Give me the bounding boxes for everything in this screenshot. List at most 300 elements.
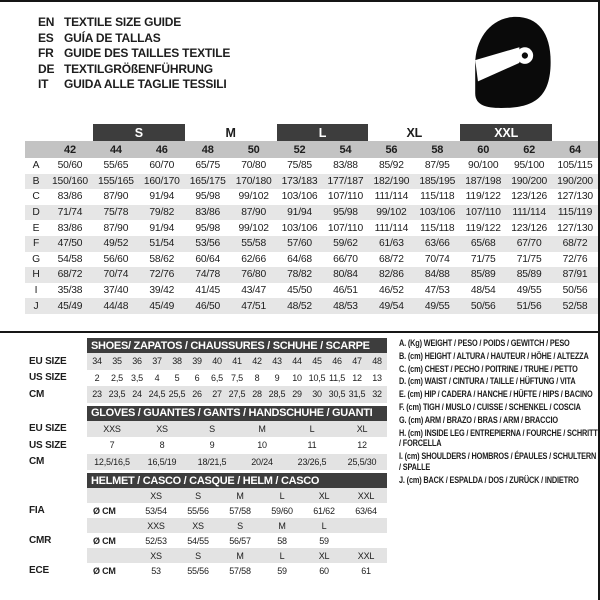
helmet-value: 53/54 [145,505,167,516]
size-group-row [25,124,598,141]
size-number-row [25,141,598,158]
size-value: 46/50 [195,300,221,312]
size-value: 87/90 [103,191,129,203]
language-code: DE [38,61,55,76]
legend-items [399,338,599,486]
size-value: 41/45 [195,285,221,297]
size-row-g [25,252,598,268]
size-value: 47/51 [241,300,266,312]
size-value: 68/72 [378,253,404,265]
row-label [25,488,87,503]
row-letter: B [32,175,40,187]
size-value: 83/88 [333,160,358,172]
row-letter: I [34,285,38,297]
size-value: 71/75 [516,253,542,265]
cell: 39 [192,356,202,367]
size-value: 115/118 [420,191,455,203]
size-value: 48/54 [470,285,496,297]
row-us-size [25,370,389,387]
size-value: 39/42 [149,285,175,297]
size-value: 182/190 [373,175,410,187]
bottom-tables [25,338,389,581]
size-value: 60/70 [149,160,175,172]
cell: XS [156,423,168,434]
cell: 26 [192,389,202,400]
size-number: 56 [385,143,398,156]
row-eu-size [25,353,389,370]
size-value: 70/74 [103,269,129,281]
helmet-size-label: XS [150,490,162,501]
row-us-size [25,437,389,454]
section-divider [0,331,598,333]
size-number: 48 [201,143,214,156]
cell: 9 [274,372,280,383]
size-value: 47/50 [57,238,83,250]
cell: 5 [174,372,180,383]
cell: 28 [252,389,262,400]
size-value: 91/94 [149,191,175,203]
helmet-value: 52/53 [145,535,167,546]
size-row-d [25,205,598,221]
size-value: 82/86 [378,269,404,281]
size-value: 119/122 [465,222,501,234]
helmet-size-label: L [279,550,285,561]
language-row-de [38,62,230,78]
size-value: 107/110 [327,222,363,234]
cell: 41 [232,356,242,367]
gloves-table-title: GLOVES / GUANTES / GANTS / HANDSCHUHE / GUANTI [87,406,387,421]
size-value: 165/175 [189,175,226,187]
cell: 35 [112,356,122,367]
row-label: EU SIZE [29,423,67,435]
size-value: 72/76 [562,253,588,265]
helmet-value: 53 [151,565,161,576]
row-label: CM [29,388,45,400]
shoes-table-title: SHOES/ ZAPATOS / CHAUSSURES / SCHUHE / SCARPE [87,338,387,353]
textile-size-table [25,124,598,314]
size-value: 47/53 [424,285,450,297]
size-value: 50/56 [562,285,588,297]
size-number: 60 [477,143,490,156]
legend-item-b: B. (cm) HEIGHT / ALTURA / HAUTEUR / HÖHE / ALTEZZA [399,350,589,361]
size-number: 52 [293,143,306,156]
size-value: 71/74 [57,207,83,219]
helmet-sizes [87,488,387,503]
helmet-size-label: S [195,550,201,561]
guide-title: GUÍA DE TALLAS [64,30,161,45]
size-value: 72/76 [149,269,175,281]
size-value: 185/195 [419,175,456,187]
cell: 40 [212,356,222,367]
helmet-value: 54/55 [187,535,209,546]
size-value: 83/86 [195,207,221,219]
language-title-list [38,15,230,93]
helmet-icon [466,14,558,110]
size-value: 177/187 [327,175,364,187]
cell: 25,5 [168,389,186,400]
cell: 10 [257,440,267,451]
cell: 25,5/30 [347,456,377,467]
helmet-value: 61 [361,565,371,576]
size-number: 64 [569,143,581,156]
helmet-value [345,533,387,548]
row-values [87,454,387,471]
helmet-size-label: S [195,490,201,501]
helmet-value: 59 [277,565,287,576]
size-value: 83/86 [57,222,83,234]
helmet-table-title: HELMET / CASCO / CASQUE / HELM / CASCO [87,473,387,488]
size-value: 85/89 [470,269,496,281]
cell: 8 [159,440,165,451]
cell: 29 [292,389,302,400]
cell: 12,5/16,5 [94,456,130,467]
size-value: 66/70 [333,253,358,265]
size-value: 80/84 [333,269,358,281]
cell: XL [356,423,368,434]
standard-label: CMR [29,535,52,546]
cell: 28,5 [268,389,286,400]
cell: 11,5 [328,372,346,383]
shoes-table [25,338,389,403]
row-label: US SIZE [29,372,67,384]
helmet-values [87,533,387,548]
legend-item-g: G. (cm) ARM / BRAZO / BRAS / ARM / BRACCIO [399,414,558,425]
size-value: 61/63 [378,238,404,250]
language-code: EN [38,15,55,29]
cell: 23,5 [108,389,126,400]
size-row-i [25,283,598,299]
cell: 43 [272,356,282,367]
helmet-size-label: M [236,490,244,501]
language-row-en [38,15,230,31]
row-values [87,437,387,454]
helmet-value: 55/56 [187,565,209,576]
diameter-unit-label: Ø CM [93,535,116,546]
size-value: 87/90 [103,222,129,234]
size-number: 54 [339,143,352,156]
guide-title: GUIDE DES TAILLES TEXTILE [64,46,231,60]
size-value: 95/98 [195,191,221,203]
row-values [87,370,387,387]
cell: 18/21,5 [197,456,227,467]
size-value: 87/95 [424,160,450,172]
size-value: 103/106 [281,222,318,234]
size-value: 45/50 [287,285,312,297]
row-letter: E [32,222,40,234]
size-number: 58 [431,143,444,156]
size-value: 187/198 [465,175,502,187]
size-value: 59/62 [333,238,358,250]
size-value: 103/106 [281,191,318,203]
cell: 10,5 [308,372,326,383]
size-value: 70/74 [424,253,450,265]
helmet-size-row-fia [25,488,389,503]
guide-title: GUIDA ALLE TAGLIE TESSILI [64,77,227,91]
size-value: 71/75 [470,253,496,265]
language-code: FR [38,46,54,60]
helmet-values [87,503,387,518]
size-row-e [25,220,598,236]
size-value: 65/68 [470,238,496,250]
cell: 6 [194,372,200,383]
size-value: 190/200 [557,175,593,187]
cell: 23 [92,389,102,400]
size-value: 91/94 [149,222,175,234]
language-code: ES [38,30,54,45]
cell: 6,5 [211,372,223,383]
cell: 34 [92,356,102,367]
size-value: 90/100 [468,160,499,172]
standard-label: ECE [29,565,49,576]
helmet-size-row-ece [25,548,389,563]
size-value: 35/38 [57,285,83,297]
unit-spacer [87,488,135,503]
cell: 47 [352,356,362,367]
helmet-value: 61/62 [313,505,335,516]
size-value: 103/106 [419,207,456,219]
helmet-sizes [87,548,387,563]
size-value: 53/56 [195,238,221,250]
size-value: 63/66 [424,238,450,250]
size-value: 107/110 [465,207,501,219]
size-value: 107/110 [327,191,363,203]
size-group-s: S [93,124,185,141]
cell: 38 [172,356,182,367]
size-value: 85/92 [378,160,404,172]
legend-item-j: J. (cm) BACK / ESPALDA / DOS / ZURÜCK / INDIETRO [399,474,579,485]
helmet-size-label: L [321,520,327,531]
cell: 7 [109,440,115,451]
row-letter: A [32,160,40,172]
legend-item-f: F. (cm) TIGH / MUSLO / CUISSE / SCHENKEL / COSCIA [399,401,581,412]
size-value: 75/78 [103,207,129,219]
size-value: 127/130 [557,222,593,234]
size-group-xl: XL [406,125,423,140]
cell: S [209,423,215,434]
cell: 2,5 [111,372,123,383]
cell: 11 [307,440,317,451]
size-value: 70/80 [241,160,266,172]
helmet-value-row-cmr [25,533,389,548]
row-label [25,518,87,533]
cell: 9 [209,440,215,451]
size-value: 74/78 [195,269,221,281]
size-value: 155/165 [97,175,134,187]
legend-item-c: C. (cm) CHEST / PECHO / POITRINE / TRUHE / PETTO [399,363,578,374]
size-value: 50/60 [57,160,83,172]
size-row-h [25,267,598,283]
size-value: 43/47 [241,285,266,297]
diameter-unit-label: Ø CM [93,565,116,576]
size-value: 56/60 [103,253,129,265]
cell: XXS [103,423,121,434]
helmet-size-label: M [236,550,244,561]
legend-item-h: H. (cm) INSIDE LEG / ENTREPIERNA / FOURCHE / SCHRITT / FORCELLA [399,427,598,449]
size-value: 44/48 [103,300,129,312]
size-value: 49/52 [103,238,129,250]
size-value: 111/114 [374,222,409,234]
size-value: 57/60 [287,238,312,250]
size-value: 45/49 [57,300,83,312]
helmet-value: 58 [277,535,287,546]
cell: 16,5/19 [147,456,177,467]
helmet-size-label: S [237,520,243,531]
size-value: 115/119 [557,207,593,219]
size-value: 51/56 [516,300,542,312]
helmet-size-label: XS [150,550,162,561]
cell: 20/24 [251,456,273,467]
cell: 46 [332,356,342,367]
size-value: 111/114 [512,207,546,219]
size-number: 42 [64,143,76,156]
helmet-table [25,473,389,578]
row-cm [25,386,389,403]
cell: 44 [292,356,302,367]
size-value: 55/65 [103,160,129,172]
size-value: 60/64 [195,253,221,265]
helmet-value: 63/64 [355,505,377,516]
size-value: 91/94 [287,207,312,219]
row-label: EU SIZE [29,355,67,367]
helmet-value: 57/58 [229,505,251,516]
cell: 30,5 [328,389,346,400]
size-value: 119/122 [465,191,501,203]
helmet-size-row-cmr [25,518,389,533]
row-values [87,353,387,370]
size-number: 46 [155,143,168,156]
size-value: 190/200 [511,175,548,187]
size-value: 67/70 [516,238,542,250]
size-value: 84/88 [424,269,450,281]
size-value: 95/100 [513,160,545,172]
cell: 8 [254,372,260,383]
helmet-value-row-ece [25,563,389,578]
language-row-es [38,31,230,47]
size-value: 46/52 [378,285,404,297]
cell: 31,5 [348,389,366,400]
helmet-size-label: XS [192,520,204,531]
size-value: 49/55 [516,285,542,297]
size-value: 99/102 [376,207,407,219]
row-label: US SIZE [29,439,67,451]
helmet-value: 60 [319,565,329,576]
row-cm [25,454,389,471]
size-value: 83/86 [57,191,83,203]
cell: M [258,423,266,434]
size-value: 105/115 [557,160,593,172]
row-letter: C [32,191,40,203]
standard-label: FIA [29,505,45,516]
size-value: 68/72 [57,269,83,281]
size-value: 111/114 [374,191,409,203]
cell: 48 [372,356,382,367]
cell: 42 [252,356,262,367]
cell: 27,5 [228,389,246,400]
size-row-b [25,174,598,190]
row-label: CM [29,456,45,468]
size-value: 68/72 [562,238,588,250]
size-value: 37/40 [103,285,129,297]
size-value: 64/68 [287,253,312,265]
helmet-size-label: XXL [357,550,375,561]
cell: 24 [132,389,142,400]
language-row-it [38,77,230,93]
size-number: 44 [109,143,122,156]
size-value: 115/118 [420,222,455,234]
size-value: 58/62 [149,253,175,265]
row-label [25,548,87,563]
cell: 27 [212,389,222,400]
cell: 12 [352,372,362,383]
size-value: 54/58 [57,253,83,265]
cell: 30 [312,389,322,400]
size-group-m: M [225,125,236,140]
row-values [87,386,387,403]
size-row-c [25,189,598,205]
size-value: 95/98 [333,207,358,219]
size-value: 51/54 [149,238,175,250]
measurement-legend [399,338,599,488]
helmet-value: 59/60 [271,505,293,516]
helmet-value: 56/57 [229,535,251,546]
row-letter: D [32,207,40,219]
row-letter: F [32,238,40,250]
size-value: 55/58 [241,238,266,250]
size-row-f [25,236,598,252]
size-value: 52/58 [562,300,588,312]
legend-item-e: E. (cm) HIP / CADERA / HANCHE / HÜFTE / HIPS / BACINO [399,389,593,400]
size-value: 75/85 [287,160,312,172]
size-data-rows [25,158,598,314]
cell: 2 [94,372,100,383]
language-code: IT [38,77,49,91]
size-value: 87/90 [241,207,266,219]
helmet-value-row-fia [25,503,389,518]
size-value: 99/102 [238,191,269,203]
helmet-value: 55/56 [187,505,209,516]
size-value: 48/52 [287,300,312,312]
cell: L [309,423,315,434]
size-value: 160/170 [143,175,180,187]
size-value: 78/82 [287,269,312,281]
helmet-values [87,563,387,578]
size-number: 50 [247,143,260,156]
cell: 36 [132,356,142,367]
size-value: 76/80 [241,269,266,281]
cell: 23/26,5 [297,456,327,467]
size-row-j [25,298,598,314]
size-value: 127/130 [557,191,593,203]
size-group-l: L [277,124,369,141]
size-group-xxl: XXL [460,124,552,141]
row-values [87,421,387,438]
helmet-size-label: XXS [147,520,165,531]
legend-item-i: I. (cm) SHOULDERS / HOMBROS / ÉPAULES / SCHULTERN / SPALLE [399,451,597,472]
gloves-table [25,406,389,471]
diameter-unit-label: Ø CM [93,505,116,516]
language-row-fr [38,46,230,62]
cell: 10 [292,372,302,383]
size-value: 79/82 [149,207,175,219]
cell: 45 [312,356,322,367]
size-value: 65/75 [195,160,221,172]
cell: 4 [154,372,160,383]
size-value: 87/91 [562,269,588,281]
row-letter: J [33,300,39,312]
helmet-size-label: M [278,520,286,531]
cell: 7,5 [231,372,243,383]
cell: 32 [372,389,382,400]
